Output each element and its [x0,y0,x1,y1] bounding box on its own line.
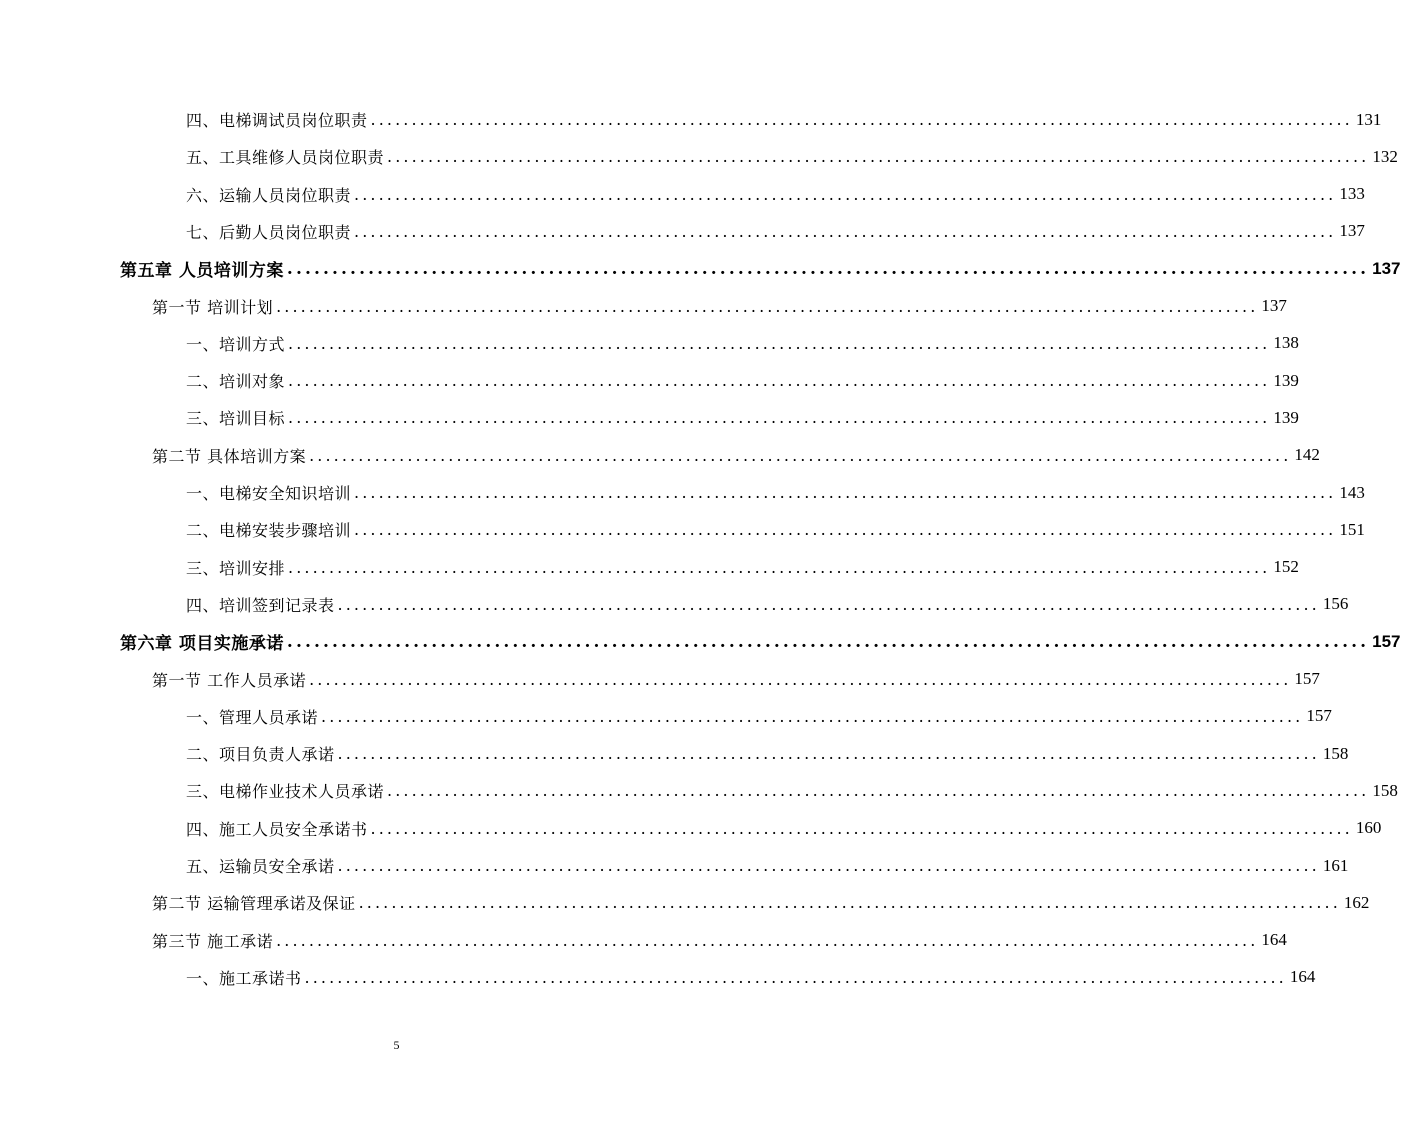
toc-entry[interactable] [186,772,1398,809]
toc-entry-title: 七、后勤人员岗位职责 [186,222,352,242]
toc-entry-title: 一、管理人员承诺 [186,707,319,727]
toc-dot-leader: ........................................................................................................................ [337,856,1320,875]
toc-entry-page: 157 [1294,669,1320,688]
toc-dot-leader: ........................................................................................................................ [276,930,1259,950]
toc-entry-page: 152 [1273,557,1299,577]
toc-entry-title: 三、电梯作业技术人员承诺 [186,782,385,802]
toc-dot-leader: ........................................................................................................................ [354,483,1337,502]
toc-entry-page: 158 [1372,780,1398,800]
toc-entry-page: 137 [1372,258,1401,278]
toc-entry-page: 131 [1355,109,1382,129]
toc-dot-leader: ........................................................................................................................ [309,445,1292,465]
toc-entry[interactable] [186,362,1299,399]
toc-dot-leader: ........................................................................................................................ [286,258,1370,279]
toc-entry-title: 二、项目负责人承诺 [186,745,335,765]
toc-entry-title: 第六章 项目实施承诺 [120,634,284,655]
toc-entry-title: 一、培训方式 [186,334,286,354]
toc-dot-leader: ........................................................................................................................ [337,594,1320,614]
toc-entry-title: 一、施工承诺书 [186,968,302,988]
toc-dot-leader: ........................................................................................................................ [288,557,1271,577]
toc-entry-page: 164 [1261,930,1287,950]
toc-entry-title: 第一节 工作人员承诺 [152,670,307,690]
toc-dot-leader: ........................................................................................................................ [286,631,1370,652]
toc-entry-page: 133 [1339,184,1365,204]
toc-entry-title: 五、运输员安全承诺 [186,857,335,876]
toc-dot-leader: ........................................................................................................................ [288,333,1271,353]
toc-entry-title: 五、工具维修人员岗位职责 [186,148,385,168]
toc-entry-page: 142 [1294,445,1320,465]
toc-entry-page: 158 [1322,743,1349,763]
page-number: 5 [393,1038,400,1052]
toc-entry[interactable] [186,101,1382,138]
toc-entry[interactable] [186,325,1299,362]
toc-entry-page: 162 [1343,892,1370,912]
toc-entry-title: 六、运输人员岗位职责 [186,185,352,205]
toc-entry-page: 138 [1273,333,1299,353]
toc-dot-leader: ........................................................................................................................ [354,520,1337,540]
toc-entry-title: 一、电梯安全知识培训 [186,484,352,503]
toc-entry[interactable] [186,138,1398,175]
toc-entry-title: 第二节 具体培训方案 [152,446,307,466]
toc-entry[interactable] [186,735,1349,772]
toc-entry-page: 161 [1322,855,1349,875]
toc-dot-leader: ........................................................................................................................ [354,221,1337,241]
toc-entry[interactable] [186,959,1316,996]
toc-entry-page: 156 [1322,594,1349,614]
toc-entry[interactable] [152,437,1320,474]
toc-entry-page: 157 [1306,706,1332,726]
toc-entry[interactable] [120,250,1401,287]
toc-entry[interactable] [152,922,1287,959]
toc-entry[interactable] [152,288,1287,325]
toc-entry-page: 160 [1355,818,1382,838]
toc-entry[interactable] [120,623,1401,660]
toc-entry-title: 第一节 培训计划 [152,297,274,317]
toc-entry-page: 137 [1339,221,1365,241]
toc-entry[interactable] [186,213,1365,250]
toc-entry-title: 二、培训对象 [186,372,286,392]
toc-entry[interactable] [186,810,1382,847]
toc-entry[interactable] [186,474,1365,511]
toc-dot-leader: ........................................................................................................................ [337,744,1320,764]
toc-entry-title: 四、施工人员安全承诺书 [186,819,368,839]
toc-entry-title: 四、培训签到记录表 [186,595,335,615]
toc-dot-leader: ........................................................................................................................ [354,184,1337,204]
toc-entry-title: 三、培训目标 [186,409,286,429]
toc-dot-leader: ........................................................................................................................ [276,296,1259,316]
toc-entry[interactable] [152,661,1320,698]
toc-entry[interactable] [186,549,1299,586]
toc-entry-title: 第三节 施工承诺 [152,931,274,951]
toc-entry[interactable] [186,847,1349,884]
toc-entry[interactable] [186,586,1349,623]
toc-dot-leader: ........................................................................................................................ [309,669,1292,689]
toc-entry[interactable] [186,176,1365,213]
toc-entry[interactable] [186,399,1299,436]
toc-entry-page: 139 [1273,407,1299,427]
toc-entry-title: 三、培训安排 [186,558,286,578]
toc-entry-page: 164 [1289,967,1316,987]
toc-entry-title: 二、电梯安装步骤培训 [186,521,352,541]
toc-entry-page: 143 [1339,482,1365,502]
toc-entry-page: 157 [1372,631,1401,651]
toc-dot-leader: ........................................................................................................................ [387,147,1370,167]
toc-dot-leader: ........................................................................................................................ [370,110,1353,129]
toc-dot-leader: ........................................................................................................................ [304,967,1287,987]
toc-entry-title: 第五章 人员培训方案 [120,261,284,282]
toc-dot-leader: ........................................................................................................................ [387,781,1370,801]
toc-entry-page: 132 [1372,146,1398,166]
toc-dot-leader: ........................................................................................................................ [288,408,1271,428]
toc-entry[interactable] [152,884,1370,921]
toc-entry-page: 137 [1261,296,1287,315]
toc-entry-page: 139 [1273,370,1299,390]
toc-dot-leader: ........................................................................................................................ [370,818,1353,838]
toc-dot-leader: ........................................................................................................................ [321,706,1304,726]
toc-entry-page: 151 [1339,519,1365,539]
toc-entry-title: 四、电梯调试员岗位职责 [186,111,368,130]
toc-dot-leader: ........................................................................................................................ [358,893,1341,913]
toc-entry[interactable] [186,511,1365,548]
toc-dot-leader: ........................................................................................................................ [288,371,1271,391]
toc-entry[interactable] [186,698,1332,735]
toc-entry-title: 第二节 运输管理承诺及保证 [152,894,356,914]
